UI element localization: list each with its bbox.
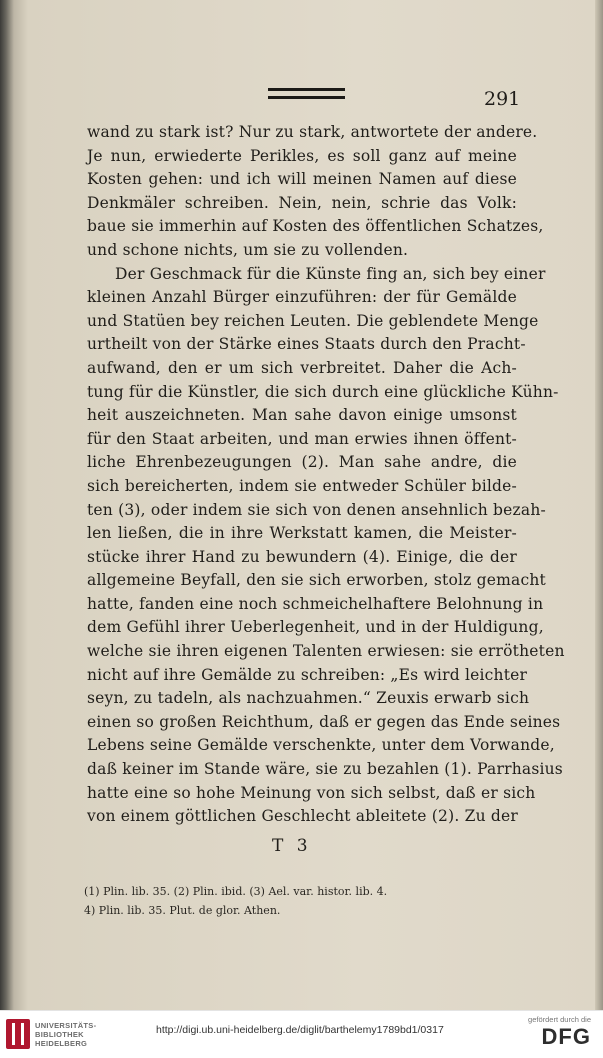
text-line: allgemeine Beyfall, den sie sich erworben, stolz gemacht: [87, 571, 546, 590]
text-line: Der Geschmack für die Künste fing an, sich bey einer: [115, 264, 546, 283]
footnotes: [84, 882, 524, 920]
text-line: baue sie immerhin auf Kosten des öffentlichen Schatzes,: [87, 217, 544, 236]
text-line: sich bereicherten, indem sie entweder Schüler bilde-: [87, 476, 517, 495]
text-line: Je nun, erwiederte Perikles, es soll ganz auf meine: [87, 146, 517, 165]
dfg-logo[interactable]: DFG: [541, 1024, 591, 1049]
footnote-line: 4) Plin. lib. 35. Plut. de glor. Athen.: [84, 904, 281, 917]
text-line: und Statüen bey reichen Leuten. Die geblendete Menge: [87, 311, 539, 330]
header-rule-top: [268, 88, 345, 91]
library-logo-text[interactable]: UNIVERSITÄTS- BIBLIOTHEK HEIDELBERG: [35, 1021, 97, 1048]
text-line: tung für die Künstler, die sich durch eine glückliche Kühn-: [87, 382, 559, 401]
text-line: von einem göttlichen Geschlecht ableitete (2). Zu der: [87, 807, 518, 826]
text-line: für den Staat arbeiten, und man erwies ihnen öffent-: [87, 429, 517, 448]
text-line: welche sie ihren eigenen Talenten erwiesen: sie errötheten: [87, 642, 565, 661]
text-line: wand zu stark ist? Nur zu stark, antwortete der andere.: [87, 123, 538, 141]
text-line: nicht auf ihre Gemälde zu schreiben: „Es wird leichter: [87, 665, 528, 684]
text-line: ten (3), oder indem sie sich von denen ansehnlich bezah-: [87, 500, 546, 519]
text-line: len ließen, die in ihre Werkstatt kamen, die Meister-: [87, 524, 517, 543]
text-line: einen so großen Reichthum, daß er gegen das Ende seines: [87, 712, 561, 731]
text-line: und schone nichts, um sie zu vollenden.: [87, 240, 409, 259]
text-line: Lebens seine Gemälde verschenkte, unter dem Vorwande,: [87, 736, 555, 755]
text-line: seyn, zu tadeln, als nachzuahmen.“ Zeuxis erwarb sich: [87, 689, 530, 708]
text-line: daß keiner im Stande wäre, sie zu bezahlen (1). Parrhasius: [87, 760, 563, 779]
text-line: aufwand, den er um sich verbreitet. Daher die Ach-: [87, 358, 517, 377]
text-line: dem Gefühl ihrer Ueberlegenheit, und in der Huldigung,: [87, 618, 544, 637]
signature-mark: T 3: [272, 836, 312, 856]
text-line: kleinen Anzahl Bürger einzuführen: der für Gemälde: [87, 288, 517, 307]
permalink-url[interactable]: http://digi.ub.uni-heidelberg.de/diglit/barthelemy1789bd1/0317: [156, 1024, 444, 1036]
text-line: liche Ehrenbezeugungen (2). Man sahe andre, die: [87, 453, 517, 472]
header-rule-bottom: [268, 96, 345, 99]
text-line: hatte, fanden eine noch schmeichelhaftere Belohnung in: [87, 594, 544, 613]
text-line: Denkmäler schreiben. Nein, nein, schrie das Volk:: [87, 193, 517, 212]
library-logo-icon[interactable]: [6, 1019, 30, 1049]
text-line: stücke ihrer Hand zu bewundern (4). Einige, die der: [87, 547, 517, 566]
page-edge: [595, 0, 603, 1010]
page-number: 291: [484, 88, 521, 110]
funder-caption: gefördert durch die: [528, 1015, 591, 1024]
footnote-line: (1) Plin. lib. 35. (2) Plin. ibid. (3) Ael. var. histor. lib. 4.: [84, 885, 388, 898]
text-line: Kosten gehen: und ich will meinen Namen auf diese: [87, 170, 517, 189]
text-line: heit auszeichneten. Man sahe davon einige umsonst: [87, 406, 517, 425]
text-line: urtheilt von der Stärke eines Staats durch den Pracht-: [87, 335, 526, 354]
text-line: hatte eine so hohe Meinung von sich selbst, daß er sich: [87, 783, 536, 802]
body-text: [87, 121, 565, 829]
